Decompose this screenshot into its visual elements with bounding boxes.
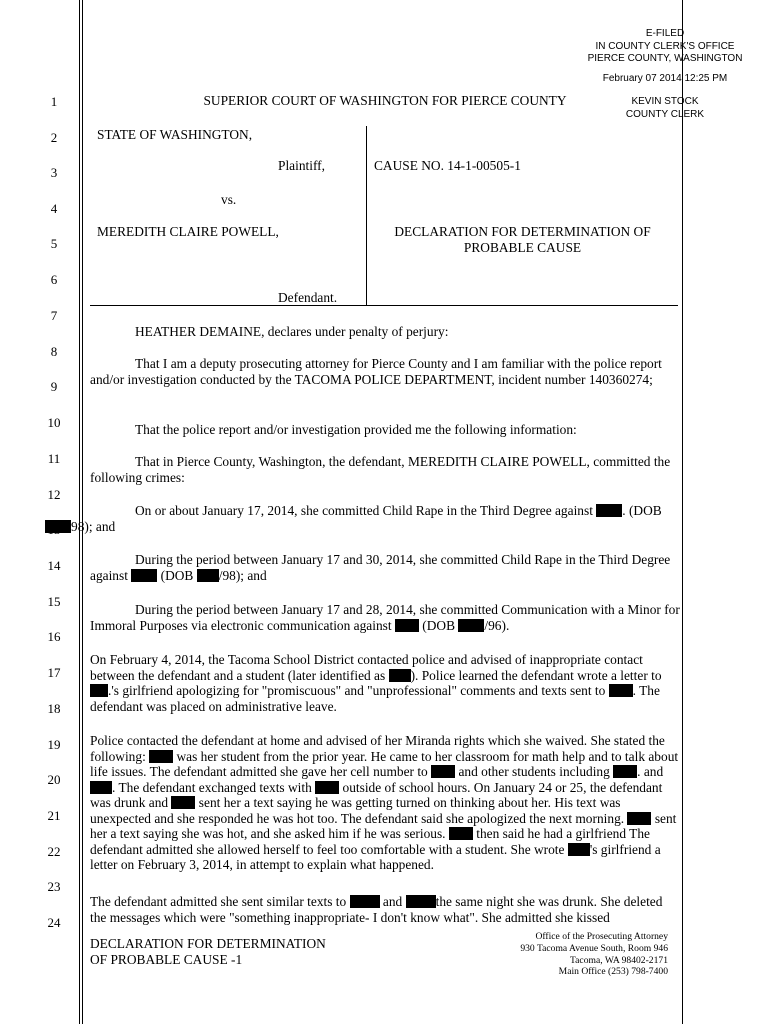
footer-title [90,936,326,967]
redaction [90,781,112,794]
cause-number: CAUSE NO. 14-1-00505-1 [374,158,521,173]
caption-defendant: Defendant. [278,290,338,305]
facts-2-text-h: sent her a text saying she was hot, and she asked him if he was serious. [90,810,677,841]
redaction [609,684,633,697]
redaction [568,843,590,856]
count-2-text-a: During the period between January 17 and 30, 2014, she committed Child Rape in the Third Degree against [90,552,671,583]
redaction [613,765,637,778]
line-number: 10 [47,415,61,430]
facts-paragraph-2 [90,733,680,873]
redaction [458,619,484,632]
paragraph-deputy: That I am a deputy prosecuting attorney for Pierce County and I am familiar with the police report and/or investigation conducted by the TACOMA POLICE DEPARTMENT, incident number 140360274; [90,356,662,387]
document-title-line-1: DECLARATION FOR DETERMINATION OF [394,224,651,239]
line-number: 3 [50,165,58,180]
document-title-line-2: PROBABLE CAUSE [463,239,582,255]
redaction [395,619,419,632]
count-2-text-c: /98); and [218,567,267,583]
facts-3-text-c: the same night she was drunk. She deleted the messages which were "something inappropriate- I don't know what". She admitted she kissed [90,894,663,925]
stamp-line-1: E-FILED [645,28,685,39]
redaction [45,520,71,533]
count-1-text-a: On or about January 17, 2014, she committed Child Rape in the Third Degree against [135,503,597,518]
stamp-line-3: PIERCE COUNTY, WASHINGTON [587,53,743,65]
count-3-text-a: During the period between January 17 and 28, 2014, she committed Communication with a Minor for Immoral Purposes via electronic communication against [90,602,680,633]
count-3 [90,602,680,633]
prosecutor-office-block [470,931,668,978]
line-number: 22 [47,844,61,859]
facts-paragraph-1 [90,652,680,714]
facts-2-text-d: . and [637,764,664,779]
count-3-text-b: (DOB [418,617,459,633]
redaction [406,895,436,908]
facts-2-text-f: outside of school hours. On January 24 or 25, the defendant was drunk and [90,779,663,810]
facts-3-text-a: The defendant admitted she sent similar texts to [90,894,350,909]
line-number: 2 [50,130,58,145]
facts-2-text-a: Police contacted the defendant at home and advised of her Miranda rights which she waived. She stated the following: [90,733,665,764]
line-number: 16 [47,629,61,644]
line-number: 5 [50,236,58,251]
count-1-text-c: 98); and [71,518,116,534]
redaction [389,669,411,682]
facts-1-text-d: . The defendant was placed on administrative leave. [90,683,660,714]
count-3-text-c: /96). [484,617,510,633]
facts-1-text-c: .'s girlfriend apologizing for "promiscuous" and "unprofessional" comments and texts sent to [108,683,609,698]
footer-title-line-2: OF PROBABLE CAUSE -1 [90,951,243,967]
facts-2-text-i: then said he had a girlfriend The defendant admitted she allowed herself to feel too comfortable with a student. She wrote [90,826,650,857]
facts-2-text-e: . The defendant exchanged texts with [112,779,316,795]
line-number: 14 [47,558,61,573]
redaction [596,504,622,517]
redaction [449,827,473,840]
line-number: 7 [50,308,58,323]
left-margin-line-outer [79,0,80,1024]
caption-divider [366,126,367,305]
office-line-4: Main Office (253) 798-7400 [558,966,668,978]
facts-2-text-j: 's girlfriend a letter on February 3, 2014, in attempt to explain what happened. [90,841,661,872]
stamp-clerk-name: KEVIN STOCK [631,96,699,108]
caption-defendant-name: MEREDITH CLAIRE POWELL, [97,224,279,239]
facts-3-text-b: and [379,894,406,909]
line-number: 23 [47,879,61,894]
redaction [90,684,108,697]
left-margin-line-inner [82,0,83,1024]
line-number: 9 [50,379,58,394]
stamp-line-2: IN COUNTY CLERK'S OFFICE [595,40,735,52]
line-number: 15 [47,594,61,609]
line-number: 20 [47,772,61,787]
facts-2-text-b: was her student from the prior year. He came to her classroom for math help and to talk about life issues. The defendant admitted she gave her cell number to [90,748,679,779]
document-title [370,224,675,255]
line-number: 17 [47,665,61,680]
footer-title-line-1: DECLARATION FOR DETERMINATION [90,936,326,951]
office-line-1: Office of the Prosecuting Attorney [535,931,668,942]
line-number: 6 [50,272,58,287]
office-line-2: 930 Tacoma Avenue South, Room 946 [520,942,668,954]
line-number: 12 [47,487,61,502]
stamp-date: February 07 2014 12:25 PM [602,72,728,84]
line-number: 4 [50,201,58,216]
facts-1-text-a: On February 4, 2014, the Tacoma School District contacted police and advised of inappropriate contact between the defendant and a student (later identified as [90,652,643,683]
paragraph-information: That the police report and/or investigation provided me the following information: [135,422,577,437]
line-number: 18 [47,701,61,716]
line-number: 11 [47,451,61,466]
line-number: 21 [47,808,61,823]
redaction [350,895,380,908]
declarant-statement: HEATHER DEMAINE, declares under penalty of perjury: [135,324,449,339]
paragraph-crimes-intro: That in Pierce County, Washington, the defendant, MEREDITH CLAIRE POWELL, committed the following crimes: [90,454,671,485]
redaction [131,569,157,582]
redaction [431,765,455,778]
redaction [149,750,173,763]
right-margin-line [682,0,683,1024]
caption-bottom-rule [90,305,678,306]
court-title: SUPERIOR COURT OF WASHINGTON FOR PIERCE COUNTY [203,93,567,108]
redaction [197,569,219,582]
redaction [171,796,195,809]
count-2 [90,552,680,583]
facts-2-text-c: and other students including [455,764,614,779]
line-number: 1 [50,94,58,109]
facts-1-text-b: ). Police learned the defendant wrote a letter to [410,667,662,683]
caption-vs: vs. [221,192,237,207]
caption-plaintiff: Plaintiff, [278,158,325,173]
facts-2-text-g: sent her a text saying he was getting turned on thinking about her. His text was unexpected and she responded he was hot too. The defendant said she apologized the next morning. [90,795,628,826]
caption-state: STATE OF WASHINGTON, [97,127,253,142]
redaction [315,781,339,794]
count-2-text-b: (DOB [157,567,197,583]
count-1 [71,503,680,534]
count-1-text-b: . (DOB [622,503,662,518]
line-number: 19 [47,737,61,752]
line-number: 24 [47,915,61,930]
line-number: 8 [50,344,58,359]
office-line-3: Tacoma, WA 98402-2171 [569,954,668,966]
facts-paragraph-3 [90,894,680,925]
stamp-clerk-title: COUNTY CLERK [625,108,705,120]
redaction [627,812,651,825]
